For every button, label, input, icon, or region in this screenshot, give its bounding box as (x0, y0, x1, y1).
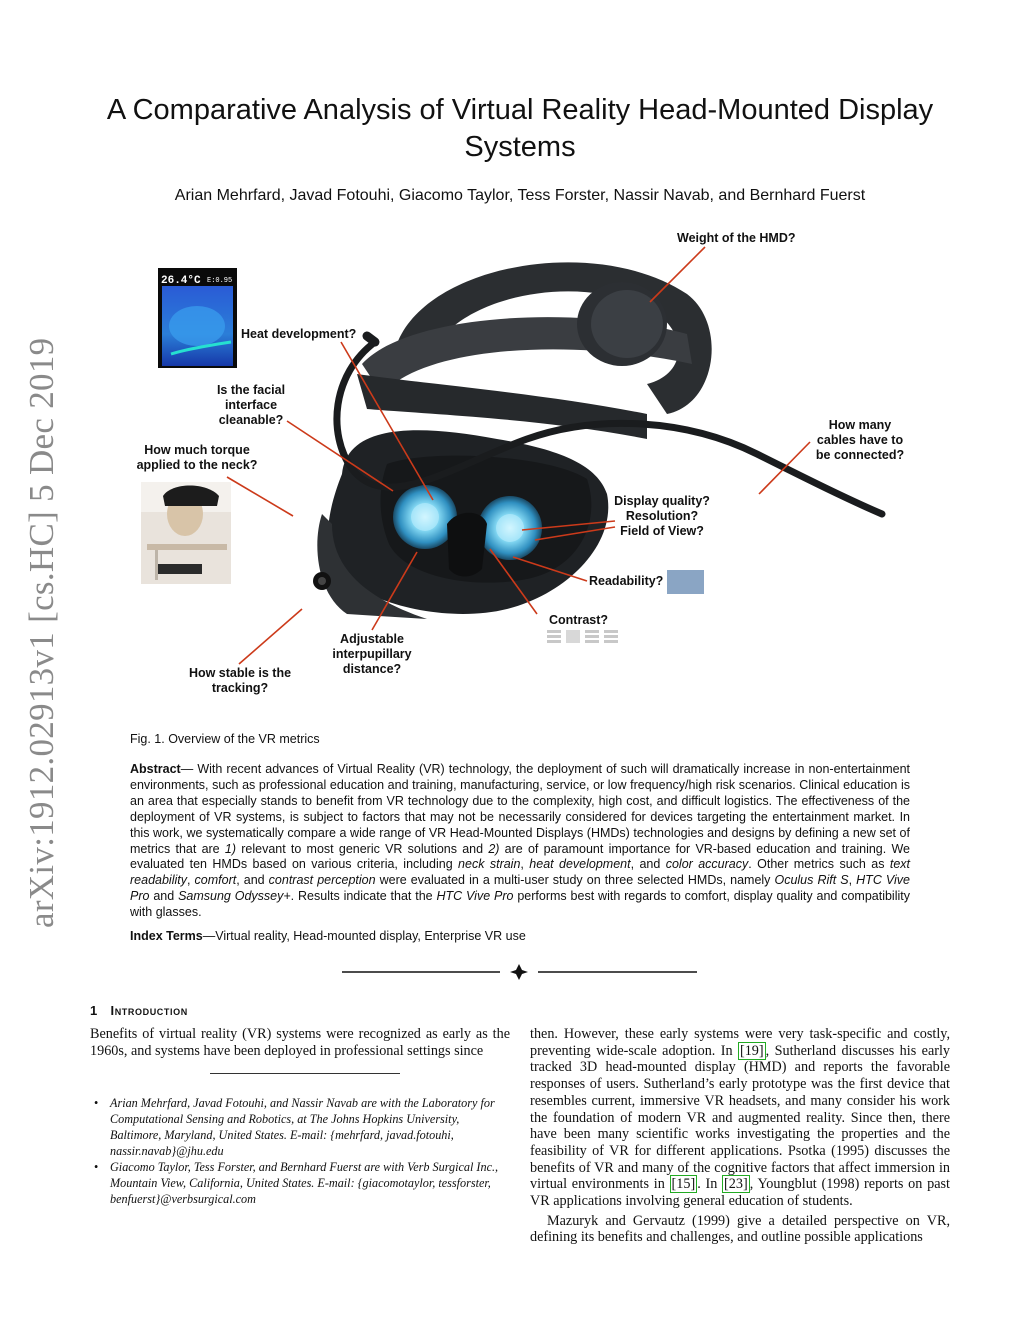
intro-left-column: Benefits of virtual reality (VR) systems were recognized as early as the 1960s, and systems have been deployed in professional settings since (90, 1026, 510, 1059)
intro-right-column (530, 1026, 950, 1246)
label-facial (217, 383, 285, 427)
index-terms-label: Index Terms (130, 929, 203, 943)
paper-title: A Comparative Analysis of Virtual Reality Head-Mounted Display Systems (106, 94, 934, 163)
svg-text:How much torque: How much torque (144, 443, 250, 457)
thermal-temp-readout: 26.4°C (161, 275, 201, 287)
svg-text:cables have to: cables have to (816, 433, 904, 447)
section-divider (340, 962, 700, 982)
svg-text:be connected?: be connected? (815, 448, 905, 462)
citation-link[interactable]: [15] (671, 1176, 696, 1193)
svg-text:Field of View?: Field of View? (620, 524, 704, 538)
label-tracking (189, 666, 291, 695)
abstract: Abstract— With recent advances of Virtual Reality (VR) technology, the deployment of such will dramatically increase in non-entertainment environments, such as professional education and training, manufacturing, service, or low frequency/high risk scenarios. Clinical education is an area that especially stands to benefit from VR technology due to the complexity, high cost, and difficult logistics. The effectiveness of the deployment of VR systems, is subject to factors that may not be necessarily considered for devices targeting the entertainment market. In this work, we systematically compare a wide range of VR Head-Mounted Displays (HMDs) technologies and designs by defining a new set of metrics that are 1) relevant to most generic VR solutions and 2) are of paramount importance for VR-based education and training. We evaluated ten HMDs based on various criteria, including neck strain, heat development, and color accuracy. Other metrics such as text readability, comfort, and contrast perception were evaluated in a multi-user study on three selected HMDs, namely Oculus Rift S, HTC Vive Pro and Samsung Odyssey+. Results indicate that the HTC Vive Pro performs best with regards to comfort, display quality and compatibility with glasses. (130, 762, 910, 920)
svg-text:Adjustable: Adjustable (340, 632, 404, 646)
figure-caption: Fig. 1. Overview of the VR metrics (130, 732, 320, 746)
svg-text:interface: interface (224, 398, 278, 412)
svg-text:interpupillary: interpupillary (332, 647, 412, 661)
label-weight: Weight of the HMD? (677, 231, 796, 245)
svg-text:cleanable?: cleanable? (218, 413, 284, 427)
index-terms: Index Terms—Virtual reality, Head-mounted display, Enterprise VR use (130, 929, 526, 943)
citation-link[interactable]: [19] (739, 1042, 764, 1059)
thermal-image (158, 268, 237, 368)
footnote-item: • Giacomo Taylor, Tess Forster, and Bernhard Fuerst are with Verb Surgical Inc., Mountain View, California, United States. E-mail: {giacomotaylor, tessforster, benfuerst}@verbsurgical.com (94, 1159, 512, 1207)
footnote-item: • Arian Mehrfard, Javad Fotouhi, and Nassir Navab are with the Laboratory for Computational Sensing and Robotics, at The Johns Hopkins University, Baltimore, Maryland, United States. E-mail: {mehrfard, javad.fotouhi, nassir.navab}@jhu.edu (94, 1095, 512, 1159)
svg-text:How many: How many (828, 418, 892, 432)
paragraph: Mazuryk and Gervautz (1999) give a detailed perspective on VR, defining its benefits and challenges, and outline possible applications (530, 1212, 950, 1246)
section-number: 1 (90, 1003, 98, 1018)
label-display (614, 494, 710, 538)
svg-text:Display quality?: Display quality? (614, 494, 710, 508)
contrast-sample (547, 630, 618, 643)
label-contrast: Contrast? (549, 613, 609, 627)
torque-test-photo (141, 482, 231, 584)
footnote-rule (210, 1073, 400, 1074)
readability-swatch (667, 570, 704, 594)
label-ipd (332, 632, 411, 676)
author-affiliations (94, 1095, 512, 1207)
divider-star-icon (510, 964, 528, 980)
author-list: Arian Mehrfard, Javad Fotouhi, Giacomo Taylor, Tess Forster, Nassir Navab, and Bernhard Fuerst (174, 187, 866, 204)
label-heat: Heat development? (241, 327, 357, 341)
section-heading (90, 1003, 188, 1018)
svg-text:applied to the neck?: applied to the neck? (136, 458, 258, 472)
label-torque (137, 443, 258, 472)
svg-text:distance?: distance? (342, 662, 402, 676)
abstract-label: Abstract (130, 762, 181, 776)
svg-text:How stable is the: How stable is the (188, 666, 292, 680)
paragraph: then. However, these early systems were very task-specific and costly, preventing wide-scale adoption. In [19] , Sutherland discusses his early tracked 3D head-mounted display (HMD) and reports the favorable responses of users. Sutherland’s early prototype was the first device that resembles current, immersive VR headsets, and many consider his work the foundation of modern VR and augmented reality. Since then, there have been many scientific works investigating the properties and the feasibility of VR for different applications. Psotka (1995) discusses the benefits of VR and many of the cognitive factors that affect immersion in virtual environments in [15] . In [23] , Youngblut (1998) reports on past VR applications involving general education of students. (530, 1026, 950, 1210)
label-readability: Readability? (589, 574, 664, 588)
vr-metrics-figure (127, 224, 927, 704)
section-title: Introduction (110, 1003, 188, 1018)
thermal-emissivity: E:0.95 (207, 277, 233, 285)
svg-text:tracking?: tracking? (211, 681, 269, 695)
arxiv-identifier: arXiv:1912.02913v1 [cs.HC] 5 Dec 2019 (22, 337, 61, 928)
citation-link[interactable]: [23] (724, 1176, 748, 1193)
svg-text:Resolution?: Resolution? (625, 509, 699, 523)
svg-text:Is the facial: Is the facial (216, 383, 286, 397)
label-cables (816, 418, 904, 462)
